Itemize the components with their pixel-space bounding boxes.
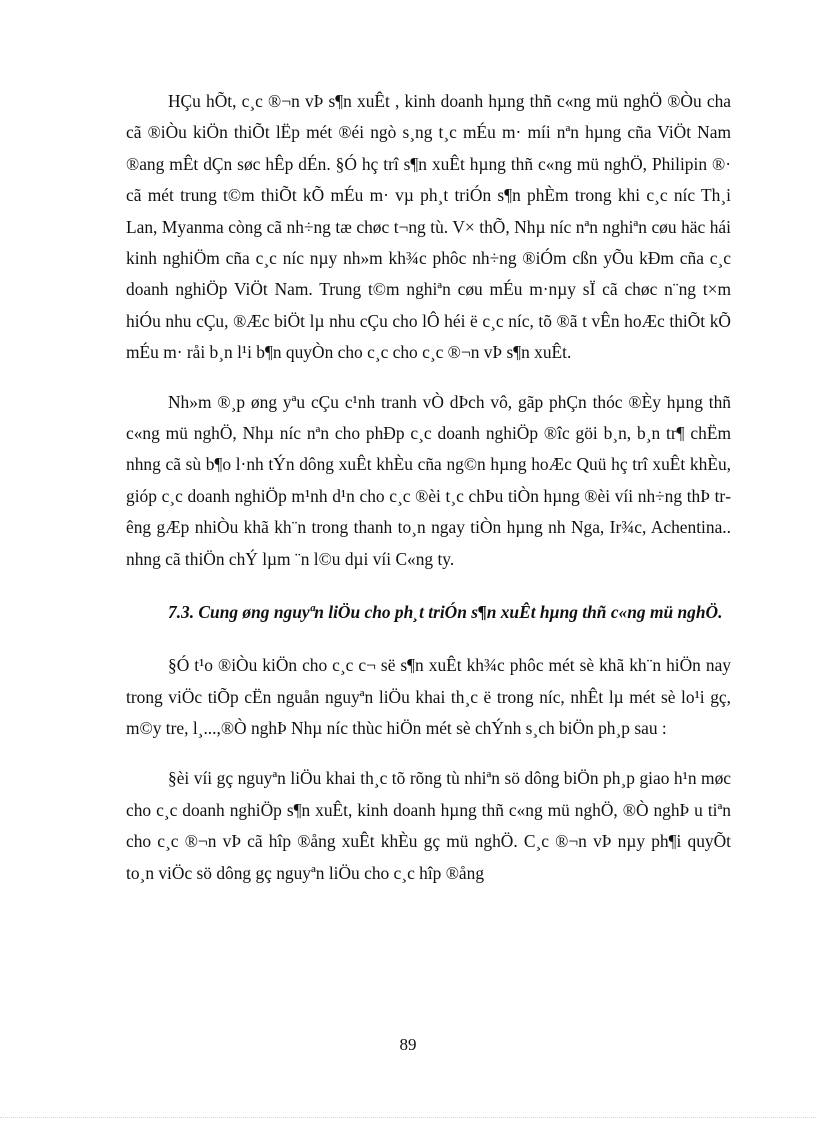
section-heading: 7.3. Cung øng nguyªn liÖu cho ph¸t triÓn s¶n xuÊt hµng thñ c«ng mü nghÖ. — [168, 602, 723, 623]
footer-divider — [0, 1117, 816, 1118]
body-paragraph: §Ó t¹o ®iÒu kiÖn cho c¸c c¬ së s¶n xuÊt kh¾c phôc mét sè khã kh¨n hiÖn nay trong viÖc tiÕp cËn nguån nguyªn liÖu khai th¸c ë trong níc, nhÊt lµ mét sè lo¹i gç, m©y tre, l¸...,®Ò nghÞ Nhµ níc thùc hiÖn mét sè chÝnh s¸ch biÖn ph¸p sau : — [126, 655, 731, 738]
body-paragraph: §èi víi gç nguyªn liÖu khai th¸c tõ rõng tù nhiªn sö dông biÖn ph¸p giao h¹n møc cho c¸c doanh nghiÖp s¶n xuÊt, kinh doanh hµng thñ c«ng mü nghÖ, ®Ò nghÞ u tiªn cho c¸c ®¬n vÞ cã hîp ®ång xuÊt khÈu gç mü nghÖ. C¸c ®¬n vÞ nµy ph¶i quyÕt to¸n viÖc sö dông gç nguyªn liÖu cho c¸c hîp ®ång — [126, 768, 731, 883]
page-number: 89 — [399, 1035, 417, 1054]
body-paragraph: Nh»m ®¸p øng yªu cÇu c¹nh tranh vÒ dÞch vô, gãp phÇn thóc ®Èy hµng thñ c«ng mü nghÖ, Nhµ níc nªn cho phÐp c¸c doanh nghiÖp ®îc göi b¸n, b¸n tr¶ chËm nhng cã sù b¶o l·nh tÝn dông xuÊt khÈu cña ng©n hµng hoÆc Quü hç trî xuÊt khÈu, gióp c¸c doanh nghiÖp m¹nh d¹n cho c¸c ®èi t¸c chÞu tiÒn hµng ®èi víi nh÷ng thÞ trêng gÆp nhiÒu khã kh¨n trong thanh to¸n ngay tiÒn hµng nh Nga, Ir¾c, Achentina.. nhng cã thiÖn chÝ lµm ¨n l©u dµi víi C«ng ty. — [126, 391, 731, 569]
body-paragraph: HÇu hÕt, c¸c ®¬n vÞ s¶n xuÊt , kinh doanh hµng thñ c«ng mü nghÖ ®Òu cha cã ®iÒu kiÖn thiÕt lËp mét ®éi ngò s¸ng t¸c mÉu m· míi nªn hµng cña ViÖt Nam ®ang mÊt dÇn søc hÊp dÉn. §Ó hç trî s¶n xuÊt hµng thñ c«ng mü nghÖ, Philipin ®· cã mét trung t©m thiÕt kÕ mÉu m· vµ ph¸t triÓn s¶n phÈm trong khi c¸c níc Th¸i Lan, Myanma còng cã nh÷ng tæ chøc t¬ng tù. V× thÕ, Nhµ níc nªn nghiªn cøu häc hái kinh nghiÖm cña c¸c níc nµy nh»m kh¾c phôc nh÷ng ®iÓm cßn yÕu kÐm cña c¸c doanh nghiÖp ViÖt Nam. Trung t©m nghiªn cøu mÉu m·nµy sÏ cã chøc n¨ng t×m hiÓu nhu cÇu, ®Æc biÖt lµ nhu cÇu cho lÔ héi ë c¸c níc, tõ ®ã t vÊn hoÆc thiÕt kÕ mÉu m· råi b¸n l¹i b¶n quyÒn cho c¸c cho c¸c ®¬n vÞ s¶n xuÊt. — [126, 91, 731, 363]
